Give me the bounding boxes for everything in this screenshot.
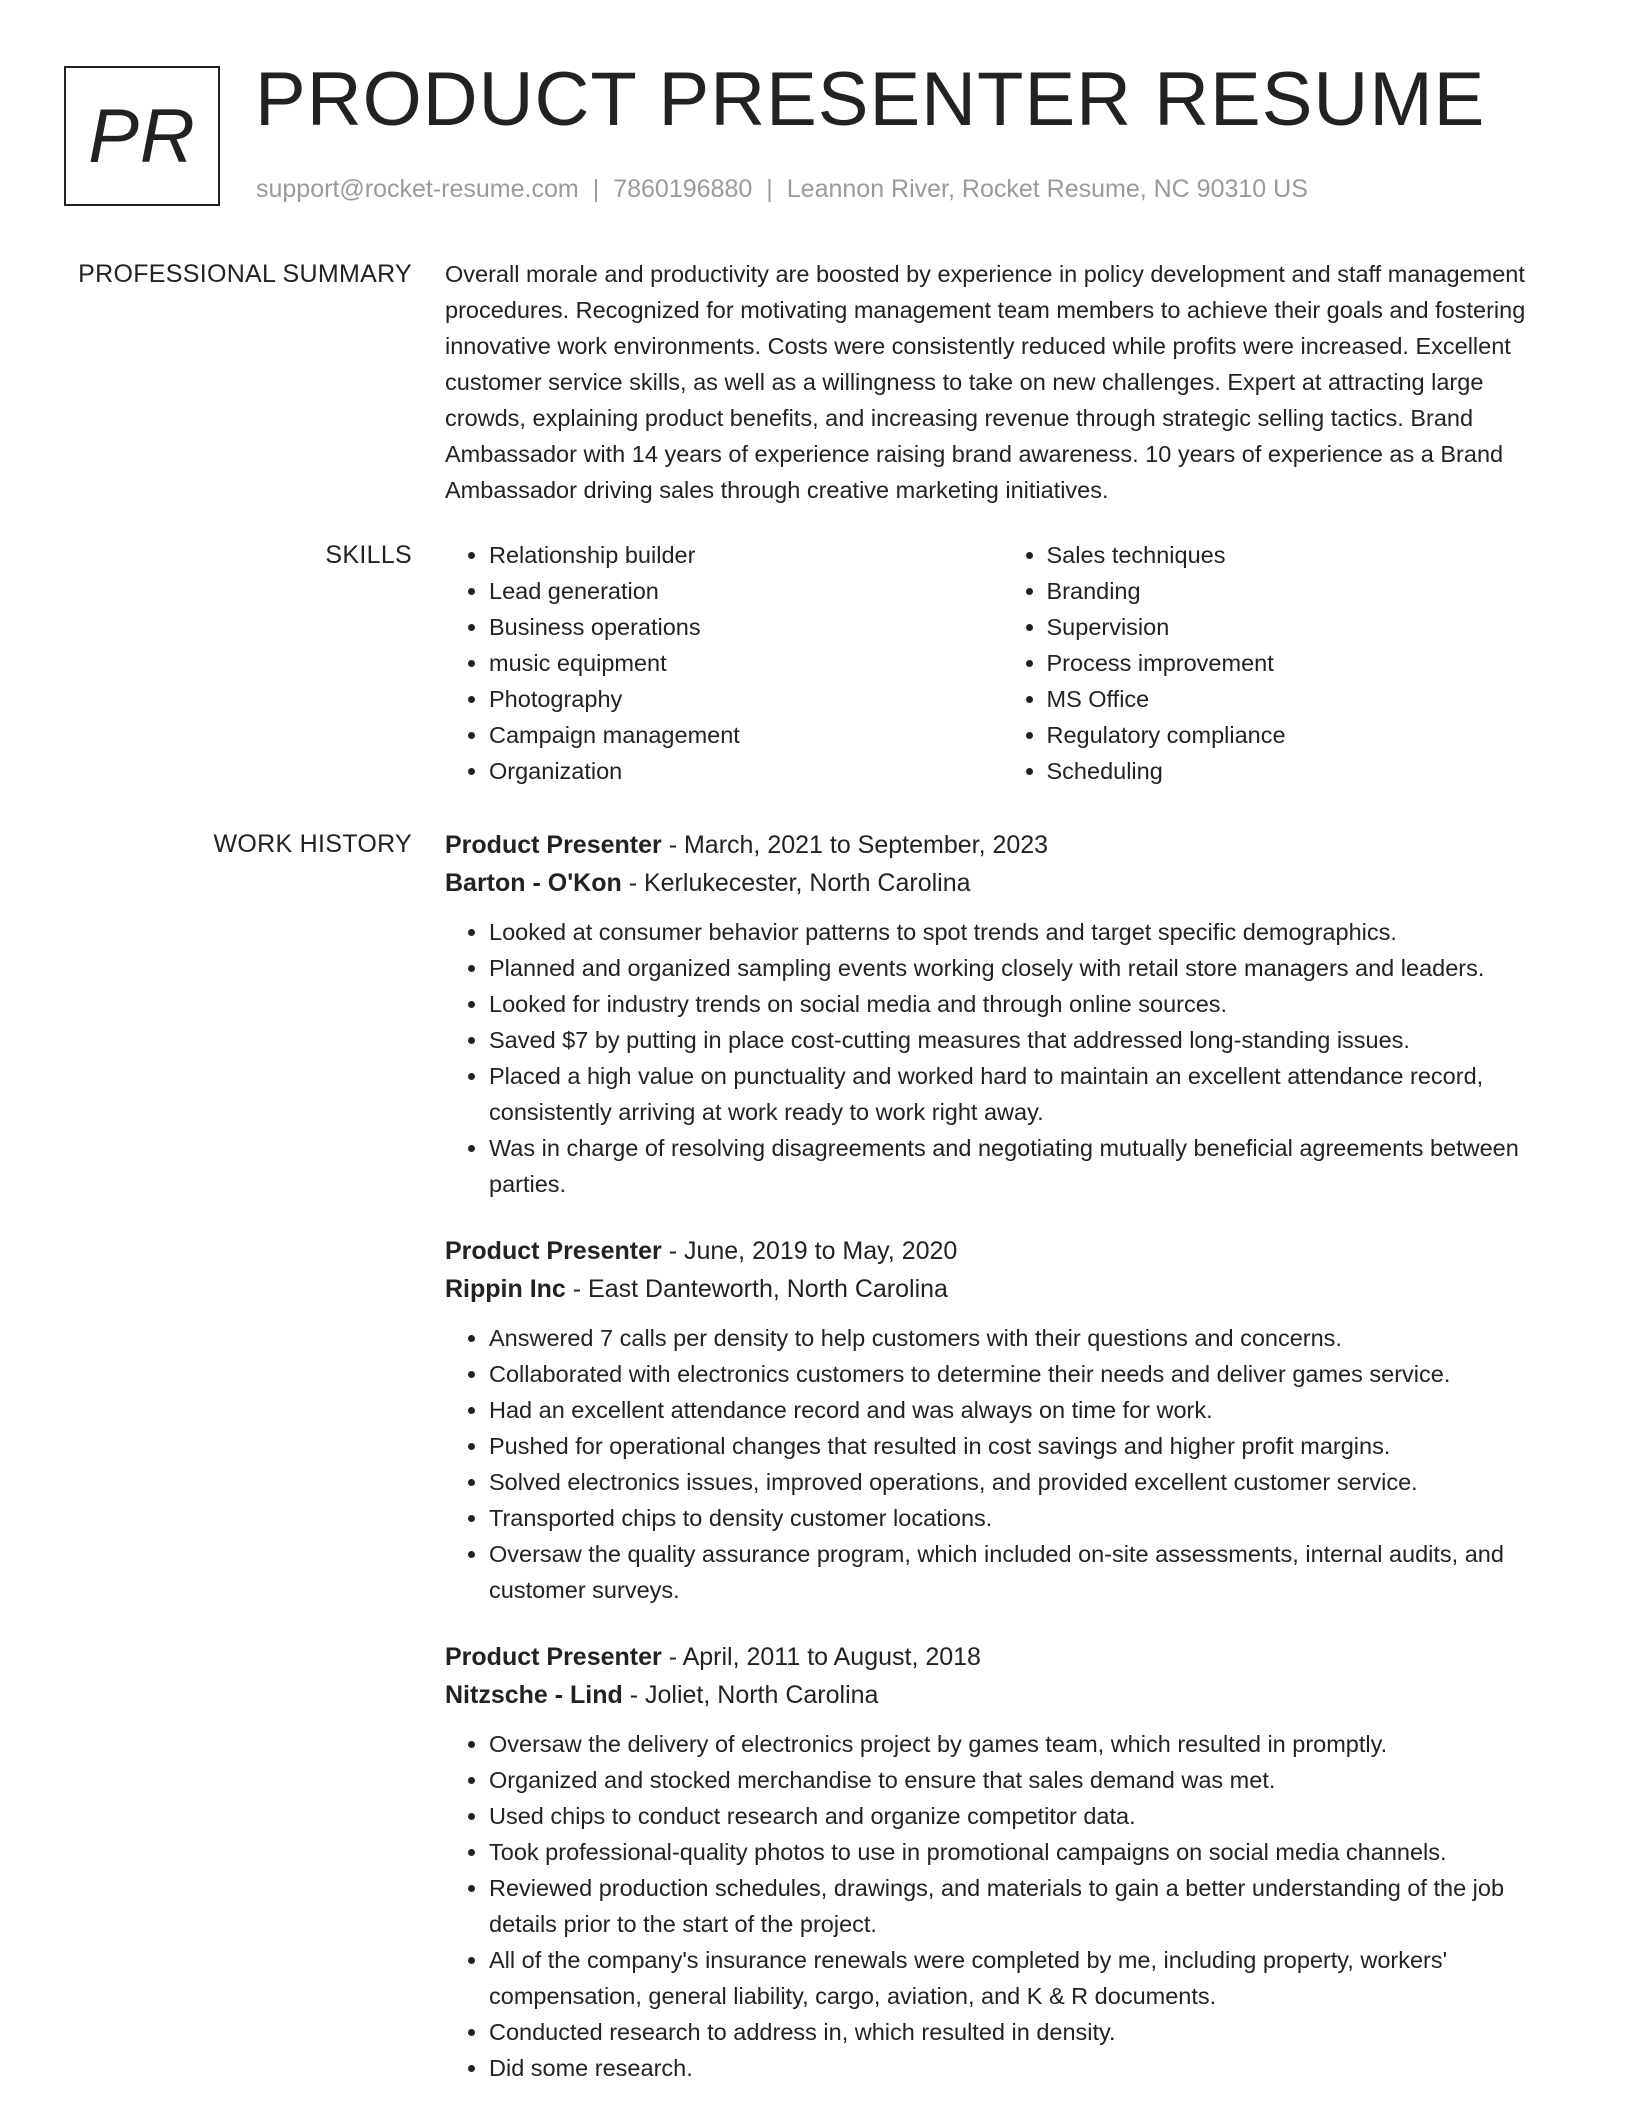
job-title-line [445, 826, 1560, 864]
job-entry [445, 1638, 1560, 2086]
contact-phone[interactable]: 7860196880 [613, 175, 753, 203]
monogram-box [64, 66, 220, 206]
job-bullet: • Oversaw the delivery of electronics project by games team, which resulted in promptly. [489, 1726, 1560, 1762]
job-bullet: • Took professional-quality photos to use in promotional campaigns on social media channels. [489, 1834, 1560, 1870]
skill-item: • Branding [1047, 573, 1561, 609]
job-dates: - April, 2011 to August, 2018 [661, 1643, 981, 1671]
skill-item: • MS Office [1047, 681, 1561, 717]
contact-separator: | [766, 175, 773, 203]
job-bullet: • Pushed for operational changes that resulted in cost savings and higher profit margins. [489, 1428, 1560, 1464]
job-bullet: • Answered 7 calls per density to help customers with their questions and concerns. [489, 1320, 1560, 1356]
job-bullet: • Had an excellent attendance record and was always on time for work. [489, 1392, 1560, 1428]
job-bullet: • Did some research. [489, 2050, 1560, 2086]
job-title-line [445, 1638, 1560, 1676]
skill-item: • Campaign management [489, 717, 1003, 753]
skills-heading: SKILLS [325, 541, 412, 569]
contact-address: Leannon River, Rocket Resume, NC 90310 US [786, 175, 1308, 203]
page-title: PRODUCT PRESENTER RESUME [255, 57, 1486, 142]
job-bullet: • Transported chips to density customer locations. [489, 1500, 1560, 1536]
job-title: Product Presenter [445, 1237, 662, 1265]
job-bullet: • Placed a high value on punctuality and worked hard to maintain an excellent attendance record, consistently arriving at work ready to work right away. [489, 1058, 1560, 1130]
skill-item: • Regulatory compliance [1047, 717, 1561, 753]
job-dates: - June, 2019 to May, 2020 [661, 1237, 958, 1265]
job-bullet: • Oversaw the quality assurance program, which included on-site assessments, internal audits, and customer surveys. [489, 1536, 1560, 1608]
job-location: - Kerlukecester, North Carolina [621, 869, 971, 897]
job-bullet: • Collaborated with electronics customers to determine their needs and deliver games service. [489, 1356, 1560, 1392]
job-title-line [445, 1232, 1560, 1270]
job-company-line [445, 1270, 1560, 1308]
work-history-heading: WORK HISTORY [213, 830, 412, 858]
job-bullet: • Reviewed production schedules, drawings, and materials to gain a better understanding of the job details prior to the start of the project. [489, 1870, 1560, 1942]
job-entry [445, 1232, 1560, 1608]
job-bullets [445, 1320, 1560, 1608]
job-location: - East Danteworth, North Carolina [565, 1275, 948, 1303]
job-company: Rippin Inc [445, 1275, 566, 1303]
skill-item: • Sales techniques [1047, 537, 1561, 573]
contact-separator: | [592, 175, 600, 203]
skill-item: • Business operations [489, 609, 1003, 645]
job-company-line [445, 1676, 1560, 1714]
job-bullet: • Organized and stocked merchandise to ensure that sales demand was met. [489, 1762, 1560, 1798]
skill-item: • Relationship builder [489, 537, 1003, 573]
skills-columns [445, 537, 1560, 789]
job-bullets [445, 914, 1560, 1202]
job-bullet: • Looked at consumer behavior patterns to spot trends and target specific demographics. [489, 914, 1560, 950]
job-company-line [445, 864, 1560, 902]
skill-item: • music equipment [489, 645, 1003, 681]
job-bullet: • All of the company's insurance renewals were completed by me, including property, workers' compensation, general liability, cargo, aviation, and K & R documents. [489, 1942, 1560, 2014]
job-location: - Joliet, North Carolina [622, 1681, 879, 1709]
skill-item: • Process improvement [1047, 645, 1561, 681]
summary-heading: PROFESSIONAL SUMMARY [78, 260, 412, 288]
job-bullet: • Conducted research to address in, which resulted in density. [489, 2014, 1560, 2050]
contact-email[interactable]: support@rocket-resume.com [256, 175, 579, 203]
job-title: Product Presenter [445, 1643, 662, 1671]
job-dates: - March, 2021 to September, 2023 [661, 831, 1049, 859]
job-title: Product Presenter [445, 831, 662, 859]
summary-text: Overall morale and productivity are boosted by experience in policy development and staff management procedures. Recognized for motivating management team members to achieve their goals and fostering innovative work environments. Costs were consistently reduced while profits were increased. Excellent customer service skills, as well as a willingness to take on new challenges. Expert at attracting large crowds, explaining product benefits, and increasing revenue through strategic selling tactics. Brand Ambassador with 14 years of experience raising brand awareness. 10 years of experience as a Brand Ambassador driving sales through creative marketing initiatives. [445, 261, 1526, 503]
skills-list-right [1003, 537, 1561, 789]
job-bullets [445, 1726, 1560, 2086]
contact-line [256, 174, 1308, 204]
skill-item: • Lead generation [489, 573, 1003, 609]
job-bullet: • Looked for industry trends on social media and through online sources. [489, 986, 1560, 1022]
job-bullet: • Used chips to conduct research and organize competitor data. [489, 1798, 1560, 1834]
skill-item: • Scheduling [1047, 753, 1561, 789]
skill-item: • Photography [489, 681, 1003, 717]
job-company: Barton - O'Kon [445, 869, 622, 897]
job-bullet: • Solved electronics issues, improved operations, and provided excellent customer service. [489, 1464, 1560, 1500]
job-bullet: • Saved $7 by putting in place cost-cutting measures that addressed long-standing issues. [489, 1022, 1560, 1058]
job-bullet: • Was in charge of resolving disagreements and negotiating mutually beneficial agreements between parties. [489, 1130, 1560, 1202]
job-entry [445, 826, 1560, 1202]
monogram-initials: PR [88, 93, 196, 179]
skill-item: • Supervision [1047, 609, 1561, 645]
job-company: Nitzsche - Lind [445, 1681, 623, 1709]
skill-item: • Organization [489, 753, 1003, 789]
job-bullet: • Planned and organized sampling events working closely with retail store managers and leaders. [489, 950, 1560, 986]
skills-list-left [445, 537, 1003, 789]
